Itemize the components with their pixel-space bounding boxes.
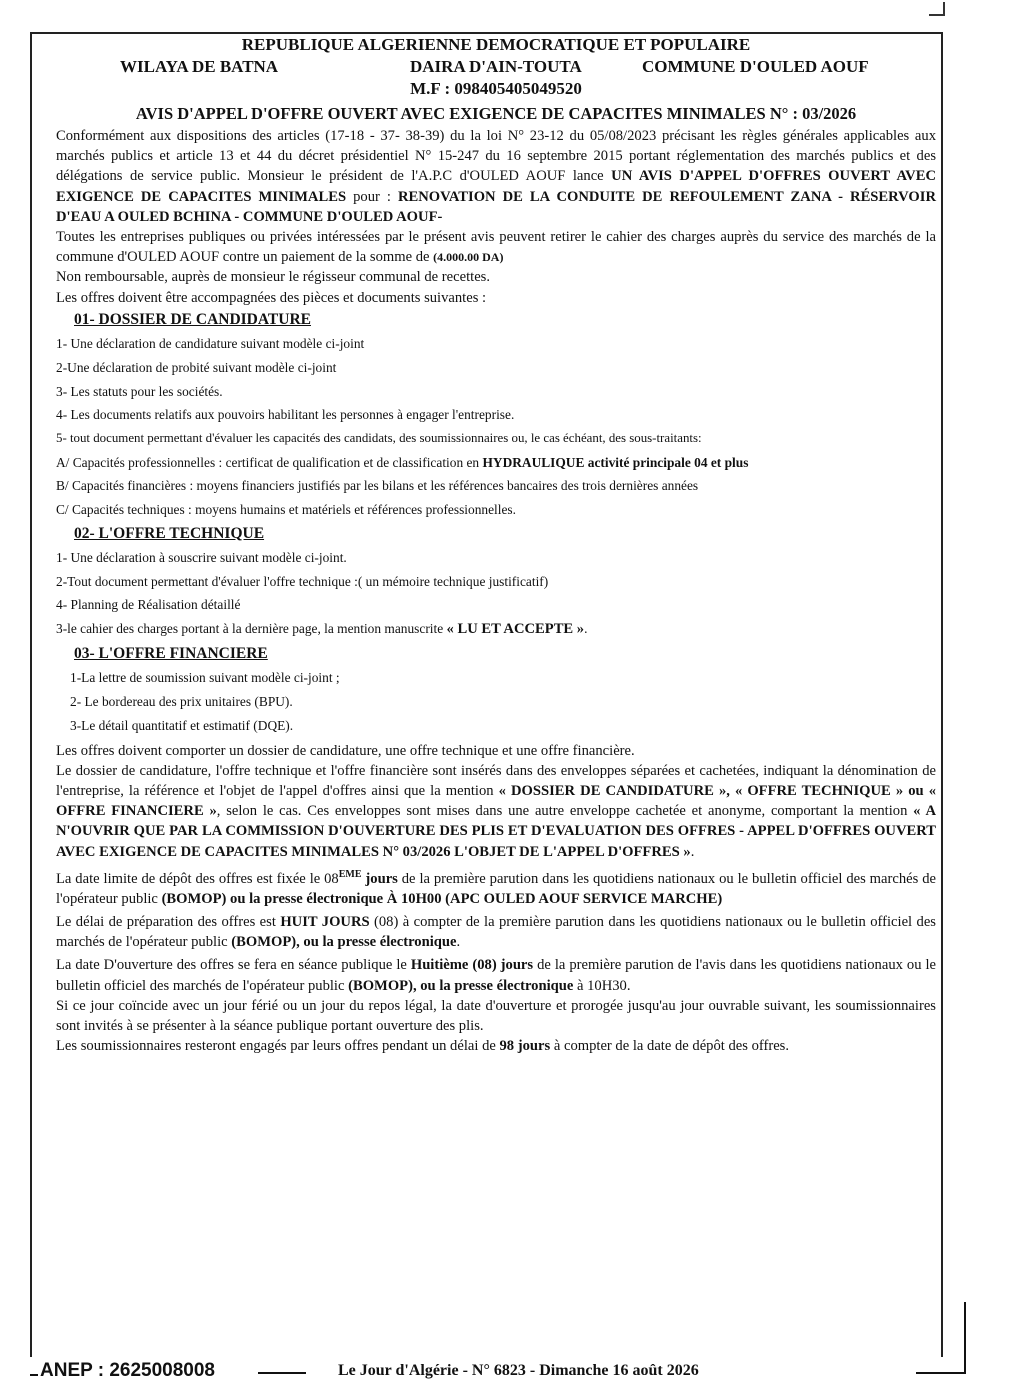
section-candidature-title: 01- DOSSIER DE CANDIDATURE bbox=[74, 310, 311, 328]
p7-a: Les soumissionnaires resteront engagés par leurs offres pendant un délai de bbox=[56, 1038, 500, 1055]
admin-header bbox=[56, 56, 936, 78]
body-p2 bbox=[56, 761, 936, 862]
list-item: 1-La lettre de soumission suivant modèle ci-joint ; bbox=[70, 670, 340, 686]
footer-left-rule bbox=[30, 1374, 38, 1376]
body-p7 bbox=[56, 1036, 936, 1056]
p5-a: La date D'ouverture des offres se fera en séance publique le bbox=[56, 957, 411, 974]
intro-pour: pour : bbox=[346, 188, 398, 205]
p4-c: (08) à compter de la première parution dans les quotidiens nationaux ou le bulletin officiel des marchés de l'opérateur public bbox=[56, 914, 936, 951]
p2-a: Le dossier de candidature, l'offre technique et l'offre financière sont insérés dans des enveloppes séparées et cachetées, indiquant la dénomination de l'entreprise, la référence et l'objet de l'appel d'offres ainsi que la mention bbox=[56, 762, 936, 799]
wilaya: WILAYA DE BATNA bbox=[120, 57, 279, 76]
p2-e: . bbox=[690, 843, 695, 860]
offres-intro: Les offres doivent être accompagnées des pièces et documents suivantes : bbox=[56, 289, 487, 306]
p5-bomop: (BOMOP), ou la presse électronique bbox=[348, 977, 574, 994]
p3-a: La date limite de dépôt des offres est fixée le 08 bbox=[56, 870, 339, 887]
list-item: 2- Le bordereau des prix unitaires (BPU). bbox=[70, 694, 293, 709]
retrait-amount: (4.000.00 DA) bbox=[433, 250, 504, 265]
project-object: RENOVATION DE LA CONDUITE DE REFOULEMENT ZANA - RÉSERVOIR D'EAU A OULED BCHINA - COMMUNE D'OULED AOUF- bbox=[56, 188, 936, 225]
p4-huit: HUIT JOURS bbox=[280, 914, 370, 931]
p2-mentions: « DOSSIER DE CANDIDATURE », « OFFRE TECHNIQUE » ou « OFFRE FINANCIERE » bbox=[56, 783, 936, 820]
p7-jours: 98 jours bbox=[499, 1038, 551, 1055]
daira: DAIRA D'AIN-TOUTA bbox=[410, 57, 582, 76]
p4-e: . bbox=[456, 934, 461, 951]
cap-a-text: A/ Capacités professionnelles : certificat de qualification et de classification en bbox=[56, 455, 483, 471]
anep-number: ANEP : 2625008008 bbox=[40, 1360, 215, 1381]
footer-dash bbox=[258, 1372, 306, 1374]
body-p3 bbox=[56, 865, 936, 909]
item4-text: 3-le cahier des charges portant à la dernière page, la mention manuscrite bbox=[56, 621, 447, 637]
p5-huitieme: Huitième (08) jours bbox=[410, 957, 534, 974]
p2-c: , selon le cas. Ces enveloppes sont mises dans une autre enveloppe cachetée et anonyme, comportant la mention bbox=[216, 803, 914, 820]
footer-right-rule bbox=[916, 1372, 966, 1374]
p3-sup: EME bbox=[338, 868, 362, 880]
list-item: 5- tout document permettant d'évaluer les capacités des candidats, des soumissionnaires ou, le cas échéant, des sous-traitants: bbox=[56, 431, 702, 446]
p3-c: de la première parution dans les quotidiens nationaux ou le bulletin officiel des marchés de l'opérateur public bbox=[56, 870, 936, 907]
retrait-text: Toutes les entreprises publiques ou privées intéressées par le présent avis peuvent retirer le cahier des charges auprès du service des marchés de la commune d'OULED AOUF contre un paiement de la somme de bbox=[56, 229, 936, 266]
capacite-financiere: B/ Capacités financières : moyens financiers justifiés par les bilans et les références bancaires des trois dernières années bbox=[56, 478, 699, 494]
page-corner-mark bbox=[929, 2, 945, 16]
item4-mention: « LU ET ACCEPTE » bbox=[446, 621, 585, 638]
p5-e: à 10H30. bbox=[573, 977, 631, 994]
list-item: 3-Le détail quantitatif et estimatif (DQE). bbox=[70, 717, 294, 733]
commune: COMMUNE D'OULED AOUF bbox=[642, 57, 869, 76]
p7-c: à compter de la date de dépôt des offres. bbox=[550, 1038, 789, 1055]
mf-number: M.F : 098405405049520 bbox=[410, 79, 582, 98]
section-financiere-title: 03- L'OFFRE FINANCIERE bbox=[74, 645, 268, 662]
body-p4 bbox=[56, 912, 936, 952]
p3-bomop: (BOMOP) ou la presse électronique À 10H00 (APC OULED AOUF SERVICE MARCHE) bbox=[161, 890, 723, 907]
list-item: 4- Planning de Réalisation détaillé bbox=[56, 597, 241, 613]
item4-end: . bbox=[584, 621, 588, 637]
footer-right-vertical bbox=[964, 1302, 966, 1374]
intro-avis: UN AVIS D'APPEL D'OFFRES OUVERT AVEC EXIGENCE DE CAPACITES MINIMALES bbox=[56, 168, 936, 205]
intro-text: Conformément aux dispositions des articles (17-18 - 37- 38-39) du la loi N° 23-12 du 05/08/2023 précisant les règles générales applicables aux marchés publics et article 13 et 44 du décret présidentiel N° 15-247 du 16 septembre 2015 portant réglementation des marchés publics et des délégations de service public. Monsieur le président de l'A.P.C d'OULED AOUF lance bbox=[56, 128, 936, 185]
retrait-text-b: Non remboursable, auprès de monsieur le régisseur communal de recettes. bbox=[56, 269, 491, 286]
section-technique-title: 02- L'OFFRE TECHNIQUE bbox=[74, 524, 265, 542]
notice-content bbox=[56, 34, 936, 1057]
body-p5 bbox=[56, 955, 936, 995]
capacite-technique: C/ Capacités techniques : moyens humains et matériels et références professionnelles. bbox=[56, 501, 516, 517]
body-p1: Les offres doivent comporter un dossier de candidature, une offre technique et une offre financière. bbox=[56, 742, 635, 759]
republic-header: REPUBLIQUE ALGERIENNE DEMOCRATIQUE ET POPULAIRE bbox=[241, 35, 751, 54]
list-item: 1- Une déclaration de candidature suivant modèle ci-joint bbox=[56, 336, 365, 352]
list-item: 2-Tout document permettant d'évaluer l'offre technique :( un mémoire technique justificatif) bbox=[56, 573, 549, 589]
p4-a: Le délai de préparation des offres est bbox=[56, 914, 281, 931]
p4-bomop: (BOMOP), ou la presse électronique bbox=[231, 934, 457, 951]
body-p6: Si ce jour coïncide avec un jour férié ou un jour du repos légal, la date d'ouverture et prorogée jusqu'au jour ouvrable suivant, les soumissionnaires sont invités à se présenter à la séance publique portant ouverture des plis. bbox=[56, 997, 936, 1035]
journal-reference: Le Jour d'Algérie - N° 6823 - Dimanche 16 août 2026 bbox=[338, 1362, 699, 1379]
list-item: 1- Une déclaration à souscrire suivant modèle ci-joint. bbox=[56, 549, 347, 565]
notice-title: AVIS D'APPEL D'OFFRE OUVERT AVEC EXIGENCE DE CAPACITES MINIMALES N° : 03/2026 bbox=[135, 104, 857, 123]
intro-paragraph bbox=[56, 126, 936, 227]
footer bbox=[36, 1360, 966, 1390]
retrait-paragraph bbox=[56, 227, 936, 288]
list-item: 3- Les statuts pour les sociétés. bbox=[56, 383, 223, 399]
p2-commission: « A N'OUVRIR QUE PAR LA COMMISSION D'OUVERTURE DES PLIS ET D'EVALUATION DES OFFRES - APPEL D'OFFRES OUVERT AVEC EXIGENCE DE CAPACITES MINIMALES N° 03/2026 L'OBJET DE L'APPEL D'OFFRES » bbox=[56, 803, 936, 860]
capacite-professionnelle bbox=[56, 451, 936, 474]
list-item: 4- Les documents relatifs aux pouvoirs habilitant les personnes à engager l'entreprise. bbox=[56, 407, 515, 423]
list-item: 2-Une déclaration de probité suivant modèle ci-joint bbox=[56, 359, 337, 375]
list-item bbox=[56, 617, 936, 642]
cap-a-bold: HYDRAULIQUE activité principale 04 et plus bbox=[482, 455, 749, 471]
p3-jours: jours bbox=[361, 870, 398, 887]
p5-c: de la première parution de l'avis dans les quotidiens nationaux ou le bulletin officiel des marchés de l'opérateur public bbox=[56, 957, 937, 994]
